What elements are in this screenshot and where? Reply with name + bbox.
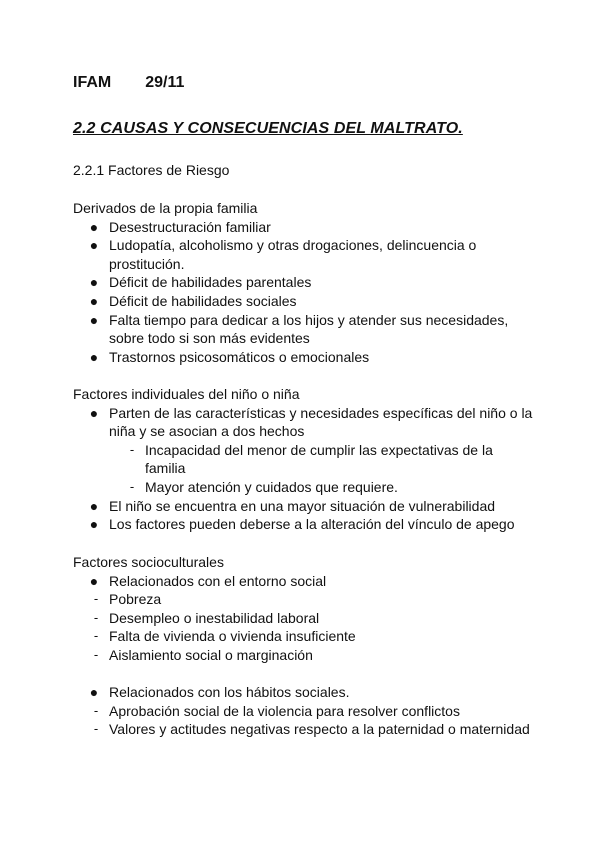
dash-marker: - bbox=[129, 441, 135, 457]
sub-list bbox=[73, 441, 533, 497]
section-individuales bbox=[73, 385, 533, 534]
document-header bbox=[73, 74, 184, 92]
bullet-list bbox=[73, 218, 533, 367]
list-item: - Desempleo o inestabilidad laboral bbox=[73, 609, 533, 628]
section-subtitle: 2.2.1 Factores de Riesgo bbox=[73, 162, 230, 178]
dash-list bbox=[73, 590, 533, 664]
spacer bbox=[73, 665, 533, 684]
bullet-marker: ● bbox=[89, 348, 99, 365]
dash-marker: - bbox=[93, 591, 99, 607]
bullet-marker: ● bbox=[89, 237, 99, 254]
bullet-marker: ● bbox=[89, 684, 99, 701]
dash-marker: - bbox=[93, 702, 99, 718]
list-item: ● Déficit de habilidades parentales bbox=[73, 273, 533, 292]
bullet-marker: ● bbox=[89, 404, 99, 421]
dash-marker: - bbox=[93, 628, 99, 644]
dash-list bbox=[73, 702, 533, 739]
list-item: ● Parten de las características y necesidades específicas del niño o la niña y se asocian a dos hechos - Incapacidad del menor de cumplir las expectativas de la familia - Mayor atención y cuidados que requiere. bbox=[73, 404, 533, 497]
bullet-marker: ● bbox=[89, 218, 99, 235]
list-item: ● Falta tiempo para dedicar a los hijos y atender sus necesidades, sobre todo si son más evidentes bbox=[73, 311, 533, 348]
bullet-list bbox=[73, 572, 533, 591]
bullet-marker: ● bbox=[89, 516, 99, 533]
dash-marker: - bbox=[129, 478, 135, 494]
section-heading: Derivados de la propia familia bbox=[73, 200, 258, 216]
bullet-list bbox=[73, 404, 533, 534]
list-item: - Valores y actitudes negativas respecto a la paternidad o maternidad bbox=[73, 720, 533, 739]
list-item: ● Trastornos psicosomáticos o emocionales bbox=[73, 348, 533, 367]
section-socioculturales bbox=[73, 553, 533, 739]
bullet-list bbox=[73, 683, 533, 702]
sub-list-item: - Mayor atención y cuidados que requiere. bbox=[73, 478, 533, 497]
header-org: IFAM bbox=[73, 74, 112, 91]
list-item: - Aislamiento social o marginación bbox=[73, 646, 533, 665]
bullet-marker: ● bbox=[89, 292, 99, 309]
list-item: ● Relacionados con el entorno social bbox=[73, 572, 533, 591]
list-item: ● Déficit de habilidades sociales bbox=[73, 292, 533, 311]
dash-marker: - bbox=[93, 609, 99, 625]
list-item: ● Ludopatía, alcoholismo y otras drogaciones, delincuencia o prostitución. bbox=[73, 236, 533, 273]
document-title: 2.2 CAUSAS Y CONSECUENCIAS DEL MALTRATO. bbox=[73, 120, 463, 137]
list-item: - Falta de vivienda o vivienda insuficiente bbox=[73, 627, 533, 646]
bullet-marker: ● bbox=[89, 274, 99, 291]
sub-list-item: - Incapacidad del menor de cumplir las expectativas de la familia bbox=[73, 441, 533, 478]
list-item: - Aprobación social de la violencia para resolver conflictos bbox=[73, 702, 533, 721]
section-heading: Factores individuales del niño o niña bbox=[73, 386, 300, 402]
bullet-marker: ● bbox=[89, 497, 99, 514]
section-familia bbox=[73, 199, 533, 366]
list-item: ● El niño se encuentra en una mayor situación de vulnerabilidad bbox=[73, 497, 533, 516]
dash-marker: - bbox=[93, 721, 99, 737]
bullet-marker: ● bbox=[89, 311, 99, 328]
list-item: ● Los factores pueden deberse a la alteración del vínculo de apego bbox=[73, 515, 533, 534]
list-item: ● Desestructuración familiar bbox=[73, 218, 533, 237]
bullet-marker: ● bbox=[89, 572, 99, 589]
dash-marker: - bbox=[93, 646, 99, 662]
list-item: - Pobreza bbox=[73, 590, 533, 609]
header-date: 29/11 bbox=[145, 74, 185, 91]
list-item: ● Relacionados con los hábitos sociales. bbox=[73, 683, 533, 702]
section-heading: Factores socioculturales bbox=[73, 554, 224, 570]
